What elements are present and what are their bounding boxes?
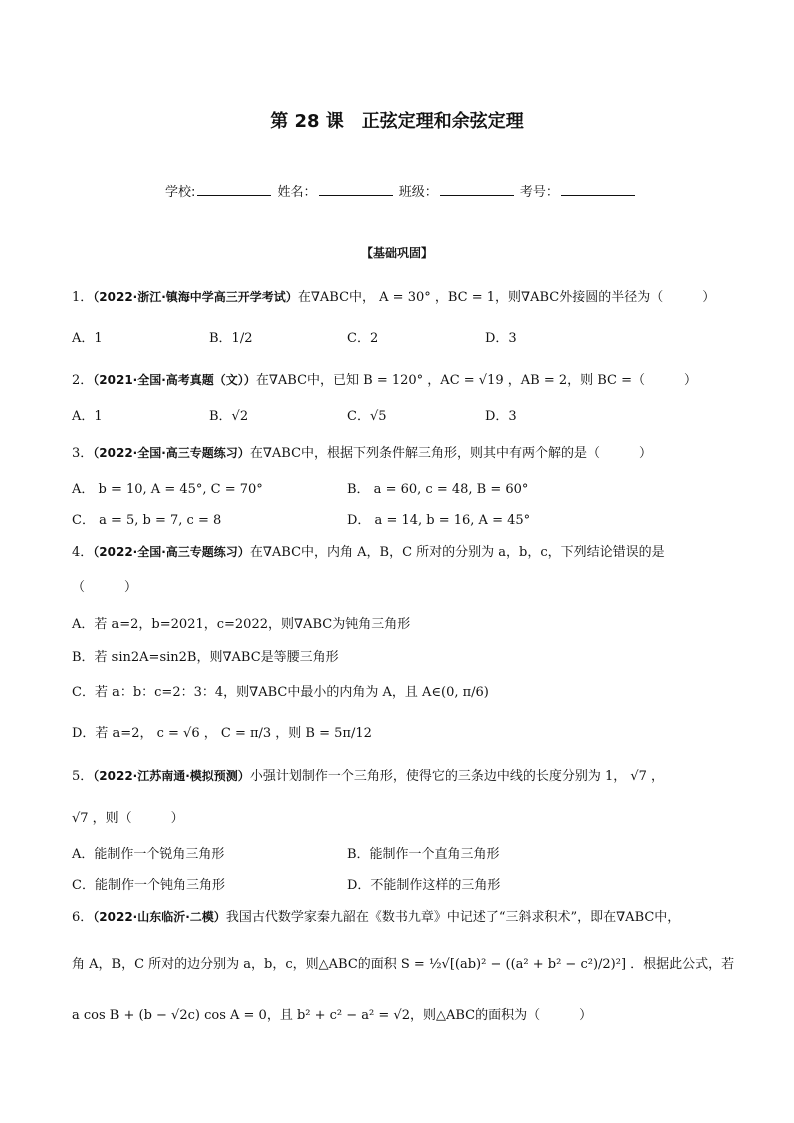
- q2-option-a[interactable]: A．1: [72, 409, 103, 424]
- q1-number: 1．: [72, 290, 94, 305]
- q4-source: （2022·全国·高三专题练习）: [93, 545, 250, 559]
- q2-source: （2021·全国·高考真题（文））: [93, 373, 256, 387]
- q4-option-b[interactable]: B．若 sin2A=sin2B，则∇ABC是等腰三角形: [72, 650, 339, 665]
- class-blank[interactable]: [440, 183, 514, 196]
- q2-option-d[interactable]: D．3: [485, 409, 517, 424]
- q1-option-d[interactable]: D．3: [485, 331, 517, 346]
- q1-option-a[interactable]: A．1: [72, 331, 103, 346]
- q4-text: 在∇ABC中，内角 A，B，C 所对的分别为 a，b，c，下列结论错误的是: [249, 545, 665, 560]
- q3-number: 3．: [72, 446, 94, 461]
- q1-option-b[interactable]: B．1/2: [209, 331, 253, 346]
- q6-text-formula: 角 A，B，C 所对的边分别为 a，b，c，则△ABC的面积 S = ½√[(ab)² − ((a² + b² − c²)/2)²] ．根据此公式，若: [72, 957, 735, 972]
- q4-number: 4．: [72, 545, 94, 560]
- q5-text: 小强计划制作一个三角形，使得它的三条边中线的长度分别为 1， √7 ，: [249, 769, 665, 784]
- question-6: [72, 906, 680, 925]
- q1-option-c[interactable]: C．2: [347, 331, 379, 346]
- q2-option-b[interactable]: B．√2: [209, 409, 249, 424]
- q5-source: （2022·江苏南通·模拟预测）: [93, 769, 250, 783]
- q2-text: 在∇ABC中，已知 B = 120° ，AC = √19 ，AB = 2，则 BC =（ ）: [255, 373, 698, 388]
- q3-option-a[interactable]: A． b = 10, A = 45°, C = 70°: [72, 482, 263, 497]
- page-title: 第 28 课 正弦定理和余弦定理: [270, 111, 524, 132]
- school-label: 学校:: [165, 185, 196, 200]
- school-blank[interactable]: [197, 183, 271, 196]
- question-3: [72, 442, 652, 461]
- q6-text-condition: a cos B + (b − √2c) cos A = 0，且 b² + c² − a² = √2，则△ABC的面积为（ ）: [72, 1008, 593, 1023]
- question-1: [72, 286, 715, 305]
- question-5: [72, 765, 664, 784]
- question-2: [72, 369, 697, 388]
- q5-option-b[interactable]: B．能制作一个直角三角形: [347, 847, 500, 862]
- q2-number: 2．: [72, 373, 94, 388]
- q3-option-b[interactable]: B． a = 60, c = 48, B = 60°: [347, 482, 529, 497]
- q6-source: （2022·山东临沂·二模）: [93, 910, 226, 924]
- q5-option-a[interactable]: A．能制作一个锐角三角形: [72, 847, 225, 862]
- q3-source: （2022·全国·高三专题练习）: [93, 446, 250, 460]
- name-blank[interactable]: [319, 183, 393, 196]
- q4-option-c[interactable]: C．若 a：b：c=2：3：4，则∇ABC中最小的内角为 A，且 A∈(0, π/6): [72, 685, 489, 700]
- name-label: 姓名：: [277, 185, 317, 200]
- question-4: [72, 541, 665, 560]
- section-heading: 【基础巩固】: [360, 246, 433, 260]
- q5-text-continued: √7 ，则（ ）: [72, 811, 184, 826]
- q5-option-d[interactable]: D．不能制作这样的三角形: [347, 878, 501, 893]
- q4-option-a[interactable]: A．若 a=2，b=2021，c=2022，则∇ABC为钝角三角形: [72, 617, 411, 632]
- q6-number: 6．: [72, 910, 94, 925]
- q6-text: 我国古代数学家秦九韶在《数书九章》中记述了“三斜求积术”，即在∇ABC中，: [225, 910, 681, 925]
- q3-option-c[interactable]: C． a = 5, b = 7, c = 8: [72, 513, 222, 528]
- q4-option-d[interactable]: D．若 a=2， c = √6 ， C = π/3 ，则 B = 5π/12: [72, 726, 372, 741]
- q3-option-d[interactable]: D． a = 14, b = 16, A = 45°: [347, 513, 531, 528]
- student-info-line: [165, 181, 637, 200]
- class-label: 班级：: [398, 185, 438, 200]
- q5-option-c[interactable]: C．能制作一个钝角三角形: [72, 878, 225, 893]
- q1-text: 在∇ABC中， A = 30° ，BC = 1，则∇ABC外接圆的半径为（ ）: [297, 290, 716, 305]
- q4-paren: （ ）: [72, 580, 138, 595]
- exam-no-label: 考号：: [519, 185, 559, 200]
- exam-no-blank[interactable]: [561, 183, 635, 196]
- q2-option-c[interactable]: C．√5: [347, 409, 387, 424]
- q5-number: 5．: [72, 769, 94, 784]
- q1-source: （2022·浙江·镇海中学高三开学考试）: [93, 290, 298, 304]
- q3-text: 在∇ABC中，根据下列条件解三角形，则其中有两个解的是（ ）: [249, 446, 653, 461]
